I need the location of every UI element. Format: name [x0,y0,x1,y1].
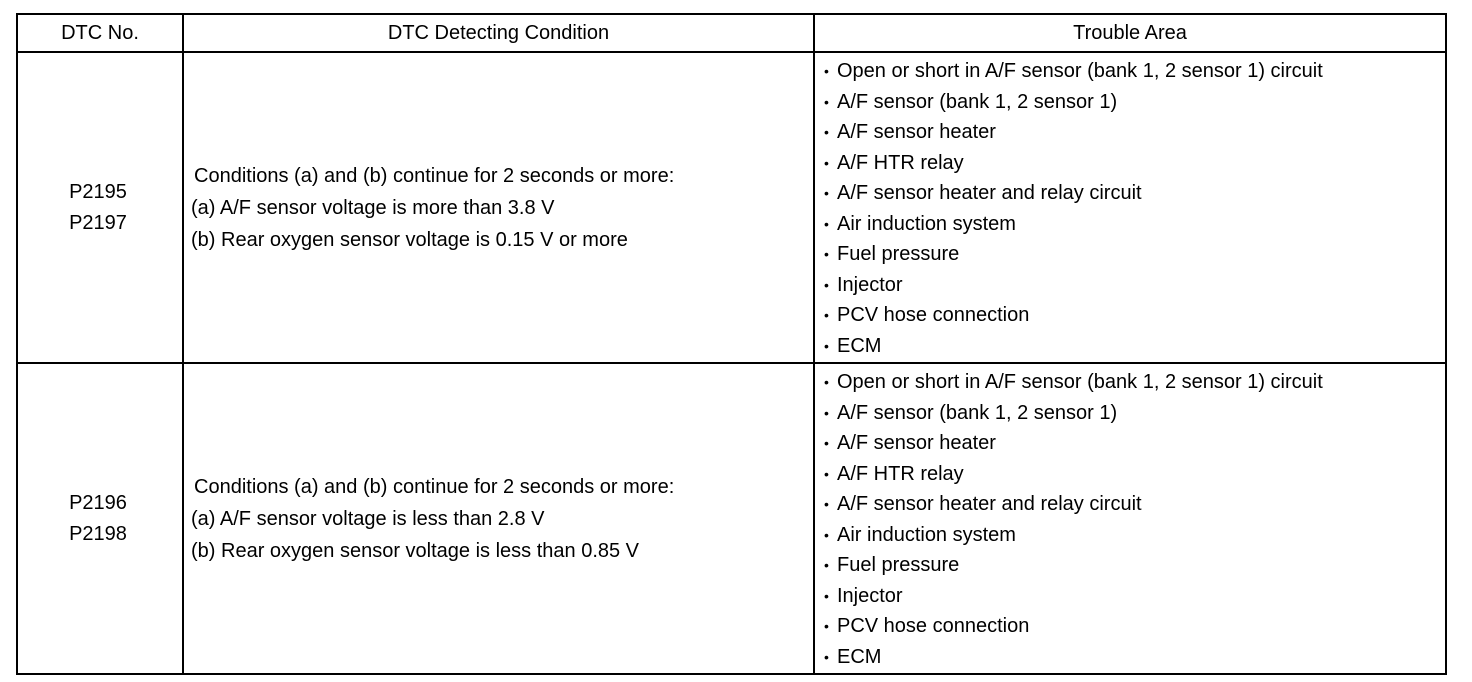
list-item [824,178,1445,209]
list-item [824,428,1445,459]
condition-line: (a) A/F sensor voltage is more than 3.8 V [191,196,555,219]
trouble-area-list [824,53,1445,361]
bullet-icon: • [824,215,829,232]
bullet-icon: • [824,307,829,323]
dtc-codes-cell [17,52,183,363]
trouble-area-text: ECM [837,334,882,357]
table-row [17,363,1446,674]
bullet-icon: • [824,496,829,512]
trouble-area-text: Air induction system [837,523,1016,546]
header-trouble-area: Trouble Area [814,14,1446,52]
list-item [824,148,1445,179]
list-item [824,87,1445,118]
condition-line: (b) Rear oxygen sensor voltage is less than 0.85 V [191,539,640,562]
list-item [824,520,1445,551]
trouble-area-text: Air induction system [837,212,1016,235]
bullet-icon: • [824,124,829,140]
trouble-area-text: Open or short in A/F sensor (bank 1, 2 sensor 1) circuit [837,371,1323,393]
trouble-area-list [824,364,1445,672]
bullet-icon: • [824,93,829,110]
list-item [824,611,1445,642]
bullet-icon: • [824,587,829,604]
header-condition: DTC Detecting Condition [183,14,814,52]
trouble-area-text: A/F HTR relay [837,151,964,174]
condition-line: Conditions (a) and (b) continue for 2 seconds or more: [194,164,675,187]
bullet-icon: • [824,337,829,354]
dtc-code: P2196 [69,491,127,514]
list-item [824,239,1445,270]
bullet-icon: • [824,276,829,293]
dtc-codes-cell [17,363,183,674]
dtc-code: P2197 [69,211,127,234]
bullet-icon: • [824,154,829,171]
list-item [824,489,1445,520]
dtc-table [16,13,1447,675]
trouble-area-text: Injector [837,273,903,296]
trouble-area-text: Injector [837,584,903,607]
list-item [824,642,1445,673]
trouble-area-text: A/F sensor (bank 1, 2 sensor 1) [837,90,1118,113]
bullet-icon: • [824,557,829,573]
list-item [824,550,1445,581]
condition-line: (b) Rear oxygen sensor voltage is 0.15 V or more [191,228,628,251]
trouble-area-text: ECM [837,645,882,668]
bullet-icon: • [824,185,829,201]
dtc-code: P2195 [69,180,127,203]
bullet-icon: • [824,404,829,421]
bullet-icon: • [824,526,829,543]
trouble-area-text: A/F HTR relay [837,462,964,485]
bullet-icon: • [824,648,829,665]
trouble-area-text: Fuel pressure [837,554,960,576]
trouble-area-text: A/F sensor heater [837,121,996,143]
bullet-icon: • [824,374,829,390]
list-item [824,581,1445,612]
bullet-icon: • [824,63,829,79]
trouble-area-text: A/F sensor heater and relay circuit [837,493,1142,515]
header-dtc-no: DTC No. [17,14,183,52]
list-item [824,398,1445,429]
condition-cell [183,52,814,363]
trouble-area-text: PCV hose connection [837,615,1030,637]
trouble-area-text: A/F sensor (bank 1, 2 sensor 1) [837,401,1118,424]
condition-line: Conditions (a) and (b) continue for 2 seconds or more: [194,475,675,498]
trouble-area-text: A/F sensor heater and relay circuit [837,182,1142,204]
table-row [17,52,1446,363]
bullet-icon: • [824,465,829,482]
bullet-icon: • [824,246,829,262]
trouble-area-cell [814,52,1446,363]
trouble-area-text: PCV hose connection [837,304,1030,326]
list-item [824,270,1445,301]
condition-cell [183,363,814,674]
list-item [824,367,1445,398]
trouble-area-text: A/F sensor heater [837,432,996,454]
bullet-icon: • [824,618,829,634]
trouble-area-text: Open or short in A/F sensor (bank 1, 2 sensor 1) circuit [837,60,1323,82]
trouble-area-cell [814,363,1446,674]
header-row [17,14,1446,52]
list-item [824,300,1445,331]
list-item [824,459,1445,490]
list-item [824,209,1445,240]
trouble-area-text: Fuel pressure [837,243,960,265]
bullet-icon: • [824,435,829,451]
list-item [824,56,1445,87]
dtc-code: P2198 [69,522,127,545]
condition-line: (a) A/F sensor voltage is less than 2.8 V [191,507,545,530]
list-item [824,331,1445,362]
list-item [824,117,1445,148]
